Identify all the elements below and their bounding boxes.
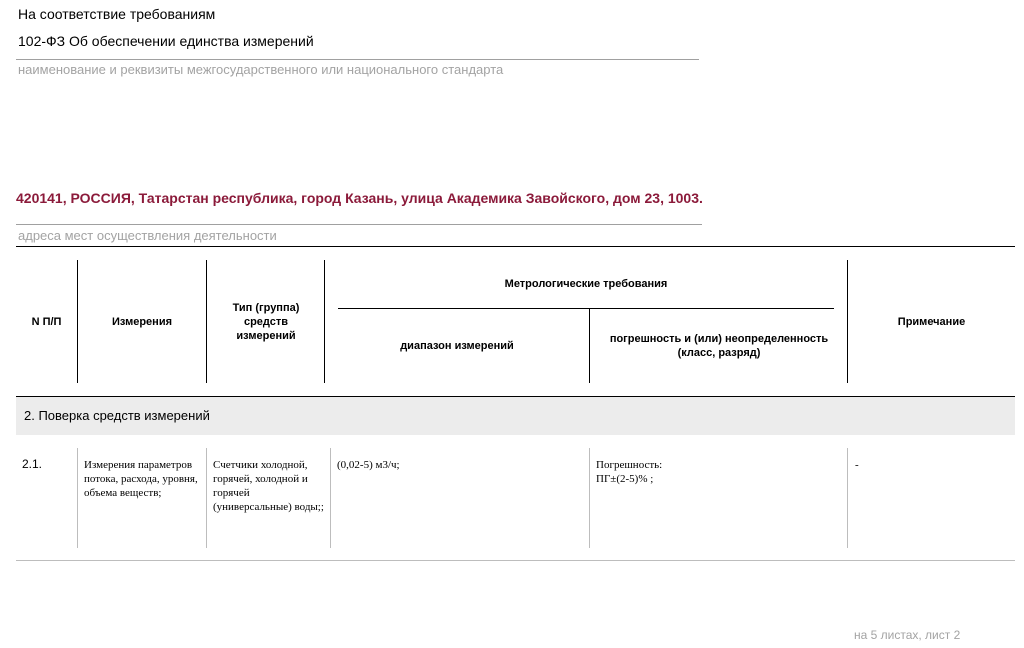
- row-instrument: Счетчики холодной, горячей, холодной и горячей (универсальные) воды;;: [213, 459, 324, 513]
- table-top-border: [16, 246, 1015, 247]
- address-text: 420141, РОССИЯ, Татарстан республика, город Казань, улица Академика Завойского, дом 23, 1003.: [16, 190, 703, 206]
- standard-caption: наименование и реквизиты межгосударственного или национального стандарта: [18, 62, 504, 77]
- row-measurement: Измерения параметров потока, расхода, уровня, объема веществ;: [84, 459, 198, 499]
- standard-underline: [16, 59, 699, 60]
- header-note: Примечание: [897, 316, 966, 328]
- row-divider: [77, 448, 78, 548]
- header-range: диапазон измерений: [400, 340, 514, 352]
- header-divider: [589, 309, 590, 383]
- row-accuracy: [596, 458, 841, 486]
- section-row: [16, 397, 1015, 435]
- address-underline: [16, 224, 702, 225]
- row-accuracy-label: Погрешность:: [596, 459, 663, 471]
- row-range: (0,02-5) м3/ч;: [337, 459, 400, 471]
- row-divider: [847, 448, 848, 548]
- table-bottom-border: [16, 560, 1015, 561]
- row-accuracy-value: ПГ±(2-5)% ;: [596, 473, 654, 485]
- header-instrument-type: Тип (группа) средств измерений: [232, 302, 300, 342]
- standard-line-1: На соответствие требованиям: [18, 6, 216, 22]
- row-num: 2.1.: [22, 457, 43, 471]
- address-caption: адреса мест осуществления деятельности: [18, 228, 277, 243]
- header-accuracy: погрешность и (или) неопределенность (класс, разряд): [609, 333, 829, 359]
- metrological-subdivider: [338, 308, 834, 309]
- row-divider: [589, 448, 590, 548]
- header-divider: [324, 260, 325, 383]
- standard-line-2: 102-ФЗ Об обеспечении единства измерений: [18, 33, 314, 49]
- header-num: N П/П: [31, 316, 62, 328]
- header-divider: [206, 260, 207, 383]
- row-note: -: [855, 459, 859, 471]
- header-measurements: Измерения: [111, 316, 173, 328]
- row-divider: [330, 448, 331, 548]
- header-metrological: Метрологические требования: [504, 278, 668, 290]
- section-title: 2. Поверка средств измерений: [24, 408, 210, 423]
- page-counter: на 5 листах, лист 2: [854, 628, 961, 642]
- row-divider: [206, 448, 207, 548]
